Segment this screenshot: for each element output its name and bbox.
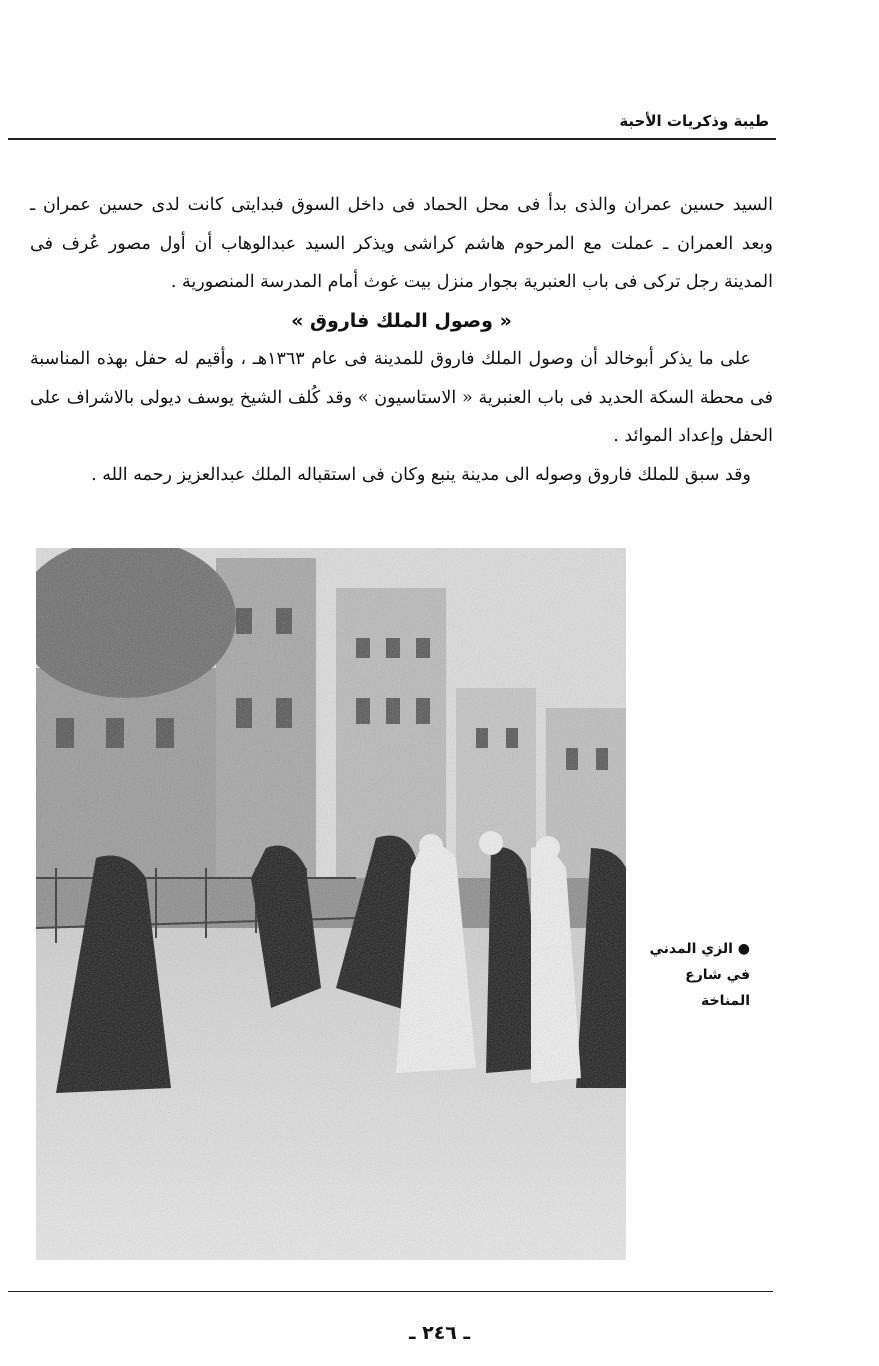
photo-caption: ● الزي المدني في شارع المناخة: [649, 941, 750, 1009]
bottom-rule: [8, 1291, 773, 1292]
section-heading: « وصول الملك فاروق »: [291, 309, 512, 332]
paragraph-3: وقد سبق للملك فاروق وصوله الى مدينة ينبع وكان فى استقباله الملك عبدالعزيز رحمه الله .: [91, 464, 751, 485]
body-text: [30, 186, 773, 494]
page-number: ـ ٢٤٦ ـ: [408, 1322, 470, 1344]
paragraph-2: على ما يذكر أبوخالد أن وصول الملك فاروق للمدينة فى عام ١٣٦٣هـ ، وأقيم له حفل بهذه المناسبة فى محطة السكة الحديد فى باب العنبرية « الاستاسيون » وقد كُلف الشيخ يوسف ديولى بالاشراف على الحفل وإعداد الموائد .: [30, 349, 773, 446]
street-photo: [36, 548, 626, 1260]
running-head: طيبة وذكريات الأحبة: [619, 112, 769, 130]
paragraph-1: السيد حسين عمران والذى بدأ فى محل الحماد فى داخل السوق فبدايتى كانت لدى حسين عمران ـ وبعد العمران ـ عملت مع المرحوم هاشم كراشى ويذكر السيد عبدالوهاب أن أول مصور عُرف فى المدينة رجل تركى فى باب العنبرية بجوار منزل بيت غوث أمام المدرسة المنصورية .: [30, 195, 773, 292]
top-rule: [8, 138, 776, 140]
